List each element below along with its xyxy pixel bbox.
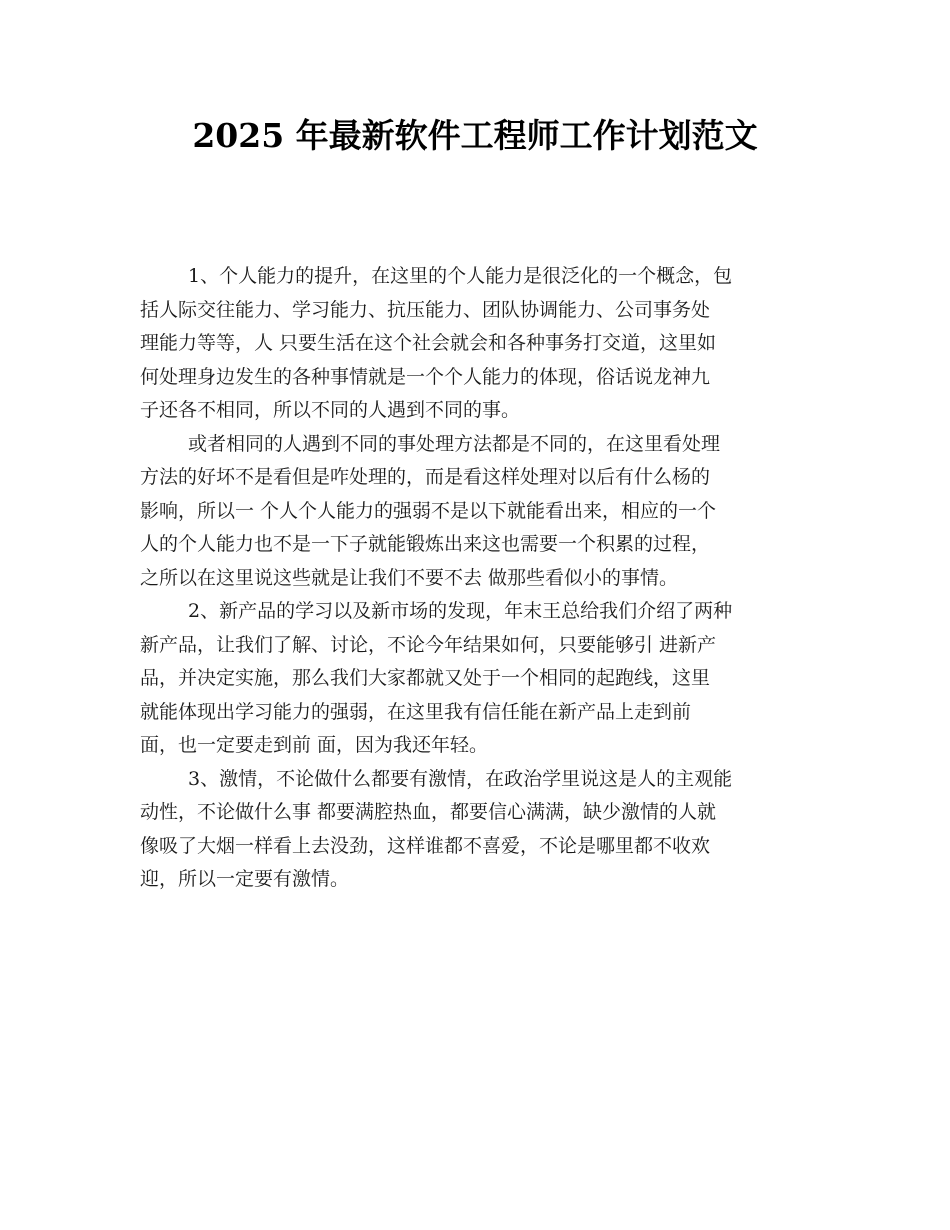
text-line: 像吸了大烟一样看上去没劲，这样谁都不喜爱，不论是哪里都不收欢 (140, 834, 711, 857)
paragraph-4 (140, 763, 808, 897)
text-line: 动性，不论做什么事 都要满腔热血，都要信心满满，缺少激情的人就 (140, 801, 717, 823)
text-line: 2、新产品的学习以及新市场的发现，年末王总给我们介绍了两种 (188, 600, 733, 622)
document-body (140, 260, 808, 897)
text-line: 就能体现出学习能力的强弱，在这里我有信任能在新产品上走到前 (140, 700, 692, 723)
text-line: 影响，所以一 个人个人能力的强弱不是以下就能看出来，相应的一个 (140, 499, 717, 522)
text-line: 理能力等等，人 只要生活在这个社会就会和各种事务打交道，这里如 (140, 332, 717, 354)
text-line: 括人际交往能力、学习能力、抗压能力、团队协调能力、公司事务处 (140, 298, 711, 321)
text-line: 人的个人能力也不是一下子就能锻炼出来这也需要一个积累的过程， (140, 533, 711, 555)
text-line: 之所以在这里说这些就是让我们不要不去 做那些看似小的事情。 (140, 566, 679, 589)
text-line: 品，并决定实施，那么我们大家都就又处于一个相同的起跑线，这里 (140, 667, 711, 689)
text-line: 新产品，让我们了解、讨论，不论今年结果如何，只要能够引 进新产 (140, 633, 717, 656)
text-line: 方法的好坏不是看但是咋处理的，而是看这样处理对以后有什么杨的 (140, 466, 711, 488)
text-line: 面，也一定要走到前 面，因为我还年轻。 (140, 734, 489, 756)
document-title: 2025 年最新软件工程师工作计划范文 (192, 116, 758, 155)
text-line: 3、激情，不论做什么都要有激情，在政治学里说这是人的主观能 (188, 767, 733, 790)
text-line: 1、个人能力的提升，在这里的个人能力是很泛化的一个概念，包 (188, 265, 733, 287)
text-line: 或者相同的人遇到不同的事处理方法都是不同的，在这里看处理 (188, 432, 721, 455)
text-line: 迎，所以一定要有激情。 (140, 868, 350, 890)
text-line: 何处理身边发生的各种事情就是一个个人能力的体现，俗话说龙神九 (140, 365, 711, 388)
paragraph-1 (140, 260, 808, 428)
paragraph-3 (140, 595, 808, 763)
paragraph-2 (140, 428, 808, 596)
text-line: 子还各不相同，所以不同的人遇到不同的事。 (140, 399, 521, 421)
